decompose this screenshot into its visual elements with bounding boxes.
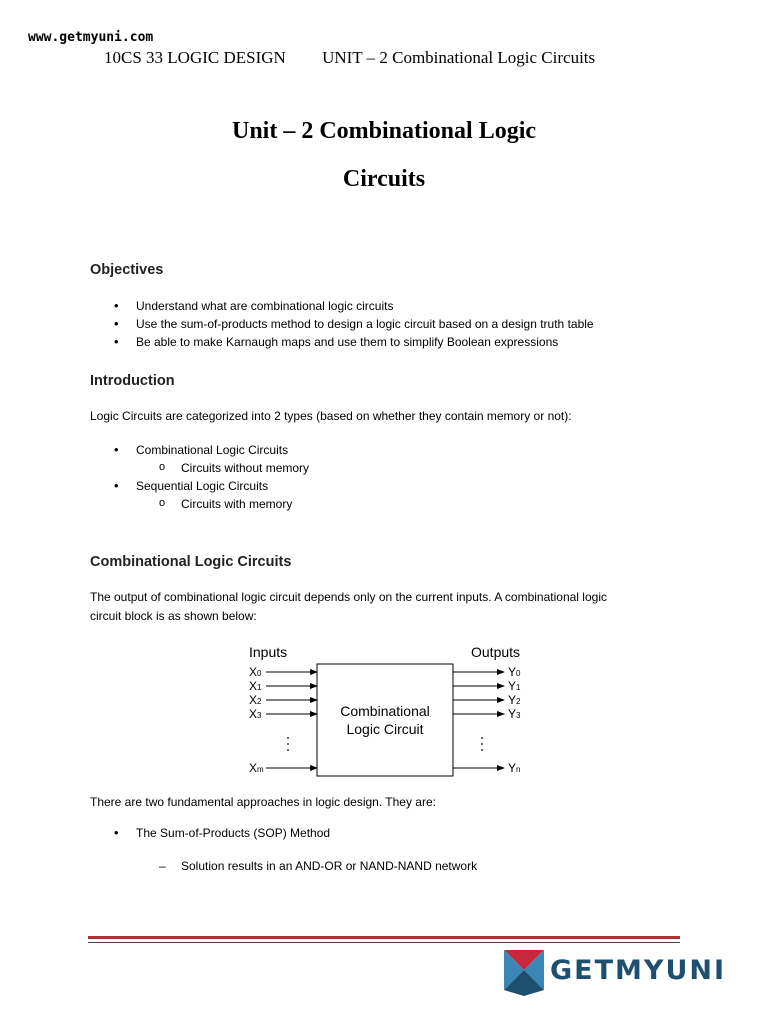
objectives-heading: Objectives	[90, 262, 164, 278]
circuit-types-list	[136, 441, 309, 513]
page-header	[104, 48, 595, 68]
block-label-line2: Logic Circuit	[346, 721, 424, 737]
list-item: • Understand what are combinational logic circuits	[136, 297, 594, 315]
page-title-line1: Unit – 2 Combinational Logic	[231, 118, 537, 144]
list-item: • Be able to make Karnaugh maps and use them to simplify Boolean expressions	[136, 333, 594, 351]
introduction-heading: Introduction	[90, 373, 175, 389]
page-title-line2: Circuits	[342, 166, 426, 192]
site-url[interactable]: www.getmyuni.com	[28, 30, 154, 45]
combinational-paragraph-line2: circuit block is as shown below:	[90, 609, 257, 623]
approaches-text: There are two fundamental approaches in logic design. They are:	[90, 795, 436, 809]
objectives-list	[136, 297, 594, 351]
header-unit: UNIT – 2 Combinational Logic Circuits	[322, 48, 596, 67]
svg-text:Xm: Xm	[249, 761, 264, 775]
inputs-label: Inputs	[249, 644, 288, 660]
svg-text:X1: X1	[249, 679, 262, 693]
combinational-heading: Combinational Logic Circuits	[90, 554, 292, 570]
footer-rule	[88, 936, 680, 939]
getmyuni-logo-icon	[504, 950, 544, 996]
svg-text:Y0: Y0	[508, 665, 521, 679]
output-labels	[508, 665, 521, 775]
list-item: • Use the sum-of-products method to design a logic circuit based on a design truth table	[136, 315, 594, 333]
outputs-label: Outputs	[471, 644, 521, 660]
input-arrows	[266, 672, 317, 768]
approaches-list	[136, 824, 330, 842]
list-item: • Combinational Logic Circuits	[136, 441, 309, 459]
combinational-block-diagram	[240, 640, 530, 780]
combinational-block	[317, 664, 453, 776]
footer-rule-thin	[88, 942, 680, 943]
svg-text:Y3: Y3	[508, 707, 521, 721]
block-label-line1: Combinational	[340, 703, 430, 719]
header-course: 10CS 33 LOGIC DESIGN	[104, 48, 286, 67]
svg-text:X3: X3	[249, 707, 262, 721]
output-arrows	[453, 672, 504, 768]
list-item: o Circuits with memory	[181, 495, 309, 513]
svg-text:Y2: Y2	[508, 693, 521, 707]
list-item: • The Sum-of-Products (SOP) Method	[136, 824, 330, 842]
list-item: o Circuits without memory	[181, 459, 309, 477]
getmyuni-logo-text: GETMYUNI	[550, 955, 727, 986]
sop-sublist	[181, 857, 477, 875]
list-item: – Solution results in an AND-OR or NAND-NAND network	[181, 857, 477, 875]
combinational-paragraph-line1: The output of combinational logic circuit depends only on the current inputs. A combinational logic	[90, 590, 607, 604]
svg-text:Y1: Y1	[508, 679, 521, 693]
list-item: • Sequential Logic Circuits	[136, 477, 309, 495]
svg-text:X2: X2	[249, 693, 262, 707]
input-labels	[249, 665, 264, 775]
introduction-text: Logic Circuits are categorized into 2 types (based on whether they contain memory or not):	[90, 409, 572, 423]
svg-text:X0: X0	[249, 665, 262, 679]
svg-text:Yn: Yn	[508, 761, 521, 775]
